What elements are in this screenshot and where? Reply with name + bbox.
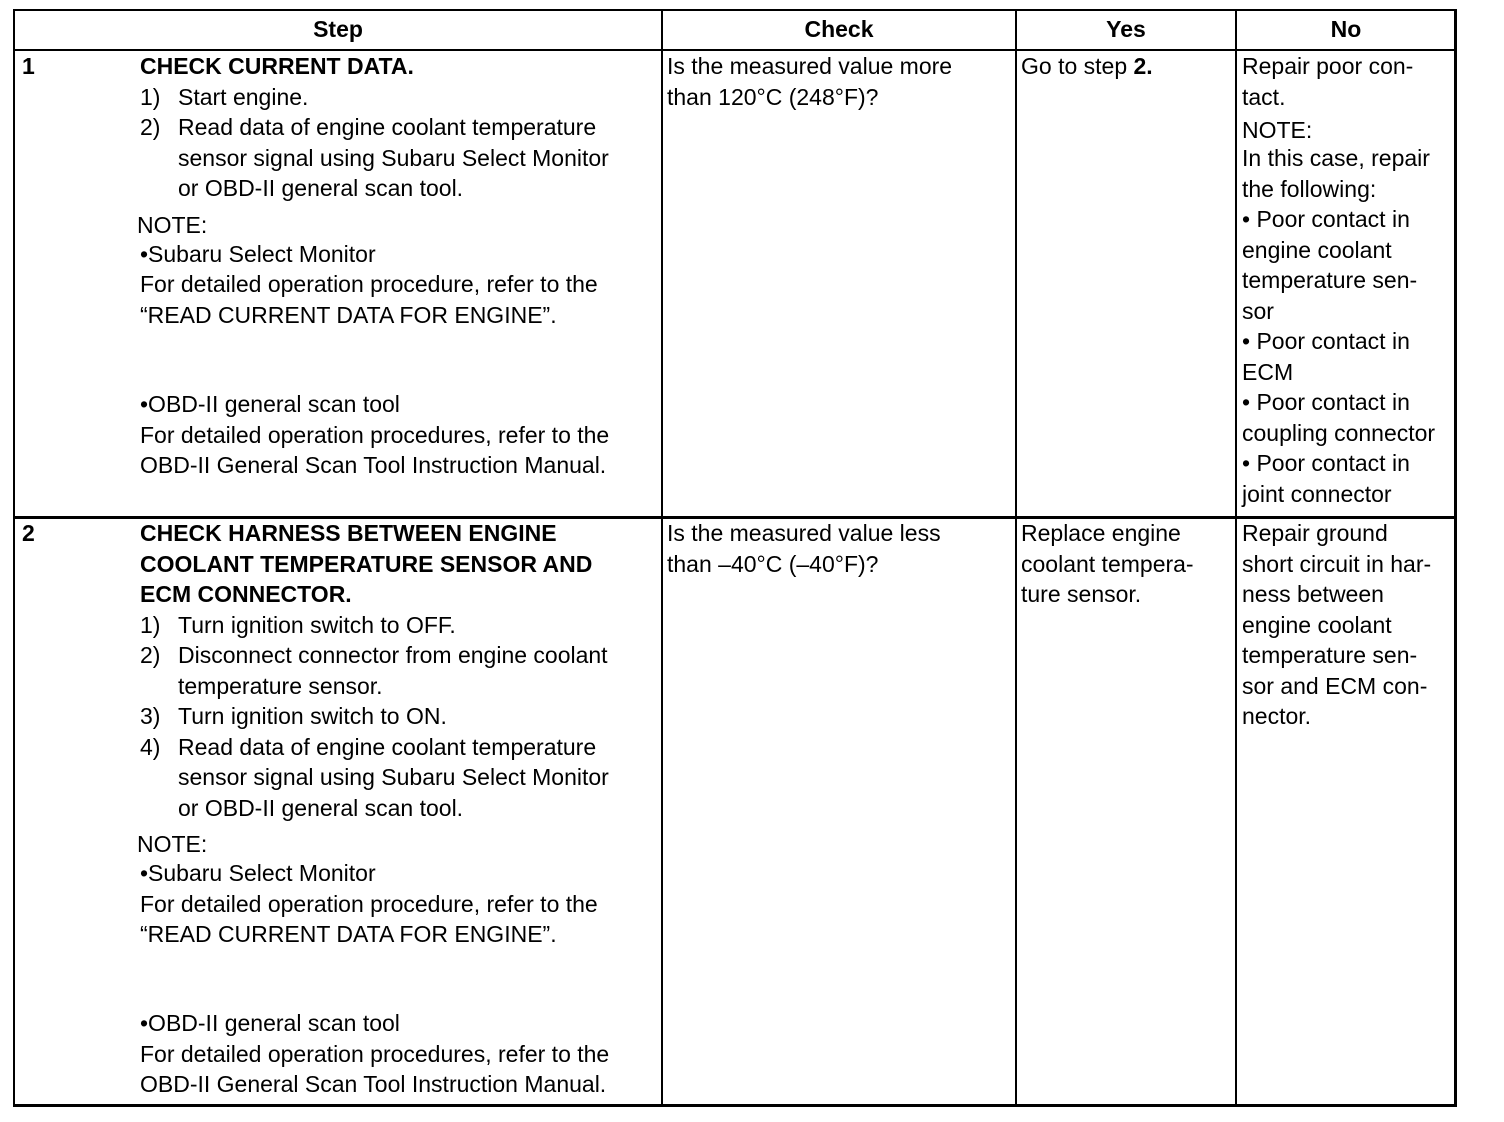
header-no: No: [1330, 16, 1362, 42]
step-number: 2: [22, 520, 35, 546]
note-label: NOTE:: [137, 831, 208, 857]
note-monitor-text: For detailed operation procedure, refer to the: [140, 890, 598, 917]
step-number: 1: [22, 53, 35, 79]
procedure-item: 4) Read data of engine coolant temperature: [140, 733, 597, 760]
procedure-item-continuation: sensor signal using Subaru Select Monitor: [178, 764, 609, 790]
note-monitor-text: “READ CURRENT DATA FOR ENGINE”.: [140, 301, 557, 328]
note-obd-block: [140, 389, 609, 481]
procedure-item: 3) Turn ignition switch to ON.: [140, 703, 447, 729]
no-action: Repair ground short circuit in har- ness between engine coolant temperature sen- sor and ECM con- nector.: [1242, 520, 1432, 729]
procedure-item-continuation: or OBD-II general scan tool.: [178, 175, 464, 201]
header-yes: Yes: [1106, 16, 1146, 42]
procedure-item-continuation: sensor signal using Subaru Select Monitor: [178, 144, 609, 171]
column-divider: [1015, 11, 1017, 1104]
note-label: NOTE:: [137, 211, 208, 238]
step-title: CHECK CURRENT DATA.: [140, 53, 414, 79]
note-monitor-title: •Subaru Select Monitor: [140, 860, 376, 886]
note-obd-title: •OBD-II general scan tool: [140, 391, 400, 417]
note-obd-text: OBD-II General Scan Tool Instruction Manual.: [140, 1071, 607, 1097]
step-title: ECM CONNECTOR.: [140, 581, 352, 607]
column-divider: [1235, 11, 1237, 1104]
procedure-item-continuation: temperature sensor.: [178, 672, 383, 699]
yes-action: Go to step 2.: [1021, 53, 1153, 79]
note-obd-block: [140, 1008, 609, 1100]
no-action: Repair poor con- tact. NOTE: In this case, repair the following: • Poor contact in engine coolant temperature sen- sor • Poor contact in ECM • Poor contact in coupling connector • Poor contact in joint connector: [1242, 53, 1436, 507]
note-label: NOTE:: [1242, 117, 1313, 143]
note-obd-title: •OBD-II general scan tool: [140, 1010, 400, 1036]
procedure-item: 2) Disconnect connector from engine coolant: [140, 642, 608, 668]
step-title: COOLANT TEMPERATURE SENSOR AND: [140, 550, 593, 577]
diagnostic-table: [13, 9, 1457, 1107]
note-obd-text: OBD-II General Scan Tool Instruction Manual.: [140, 452, 607, 478]
step-title: CHECK HARNESS BETWEEN ENGINE: [140, 520, 557, 546]
step-reference: 2.: [1133, 53, 1153, 79]
note-obd-text: For detailed operation procedures, refer to the: [140, 421, 610, 448]
procedure-item: 1) Start engine.: [140, 83, 309, 110]
header-check: Check: [804, 16, 874, 42]
yes-action: Replace engine coolant tempera- ture sensor.: [1021, 520, 1194, 607]
column-divider: [661, 11, 663, 1104]
note-monitor-text: For detailed operation procedure, refer to the: [140, 271, 598, 297]
procedure-item-continuation: or OBD-II general scan tool.: [178, 794, 464, 821]
step-instructions: [137, 518, 609, 950]
procedure-item: 1) Turn ignition switch to OFF.: [140, 611, 456, 638]
check-question: Is the measured value less than –40°C (–40°F)?: [667, 520, 941, 577]
step-instructions: [137, 51, 609, 330]
note-obd-text: For detailed operation procedures, refer to the: [140, 1040, 610, 1067]
note-monitor-title: •Subaru Select Monitor: [140, 240, 376, 267]
check-question: Is the measured value more than 120°C (248°F)?: [667, 53, 953, 110]
header-step: Step: [313, 16, 363, 42]
note-monitor-text: “READ CURRENT DATA FOR ENGINE”.: [140, 921, 557, 947]
procedure-item: 2) Read data of engine coolant temperature: [140, 114, 597, 140]
